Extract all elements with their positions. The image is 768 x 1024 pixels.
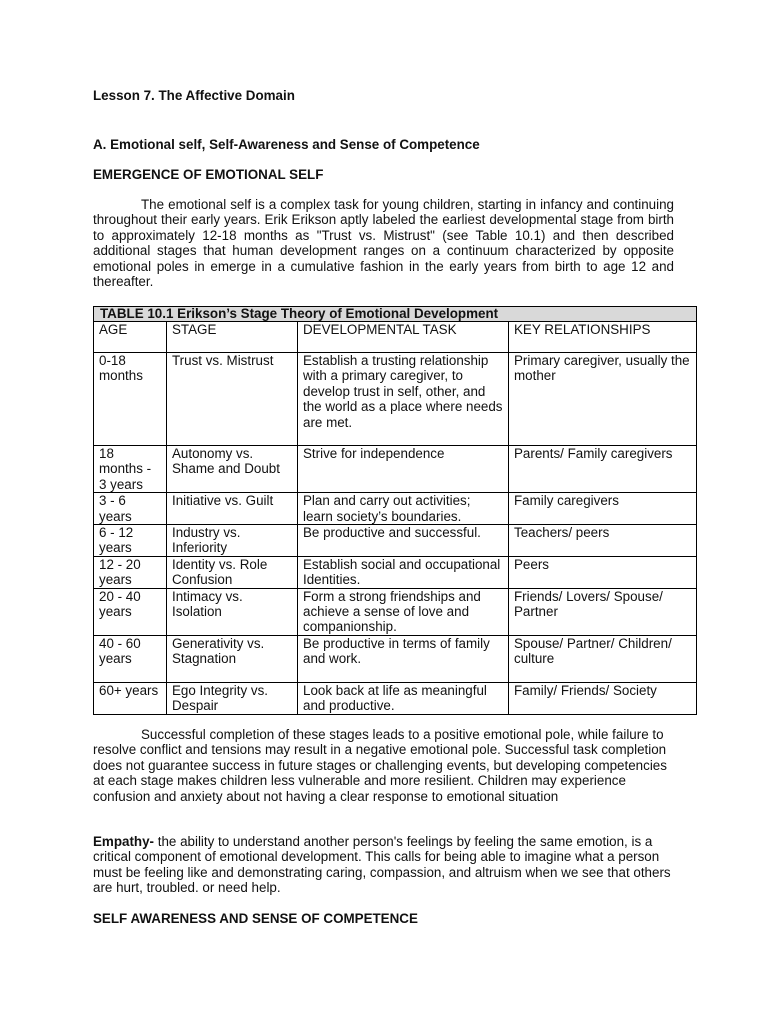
erikson-stage-table	[93, 306, 697, 715]
table-header-row	[94, 322, 697, 353]
cell-task: Strive for independence	[298, 446, 509, 493]
table-row	[94, 493, 697, 525]
cell-stage: Generativity vs. Stagnation	[167, 635, 298, 682]
table-row	[94, 635, 697, 682]
cell-stage: Initiative vs. Guilt	[167, 493, 298, 525]
cell-age: 60+ years	[94, 682, 167, 714]
cell-stage: Autonomy vs. Shame and Doubt	[167, 446, 298, 493]
empathy-paragraph	[93, 834, 674, 896]
header-age: AGE	[94, 322, 167, 353]
table-row	[94, 446, 697, 493]
cell-age: 6 - 12 years	[94, 525, 167, 557]
header-stage: STAGE	[167, 322, 298, 353]
cell-task: Form a strong friendships and achieve a sense of love and companionship.	[298, 588, 509, 635]
completion-paragraph: Successful completion of these stages leads to a positive emotional pole, while failure to resolve conflict and tensions may result in a negative emotional pole. Successful task completion does not guarantee success in future stages or challenging events, but developing competencies at each stage makes children less vulnerable and more resilient. Children may experience confusion and anxiety about not having a clear response to emotional situation	[93, 727, 667, 804]
section-a-title: A. Emotional self, Self-Awareness and Sense of Competence	[93, 137, 480, 152]
table-row	[94, 682, 697, 714]
lesson-title: Lesson 7. The Affective Domain	[93, 88, 295, 103]
cell-age: 3 - 6 years	[94, 493, 167, 525]
intro-paragraph: The emotional self is a complex task for young children, starting in infancy and continuing throughout their early years. Erik Erikson aptly labeled the earliest developmental stage from birth to approximately 12-18 months as "Trust vs. Mistrust" (see Table 10.1) and then described additional stages that human development ranges on a continuum characterized by opposite emotional poles in emerge in a cumulative fashion in the early years from birth to age 12 and thereafter.	[93, 197, 674, 290]
cell-task: Establish social and occupational Identities.	[298, 556, 509, 588]
header-task: DEVELOPMENTAL TASK	[298, 322, 509, 353]
cell-stage: Industry vs. Inferiority	[167, 525, 298, 557]
emergence-heading: EMERGENCE OF EMOTIONAL SELF	[93, 167, 324, 182]
cell-age: 0-18 months	[94, 353, 167, 446]
cell-stage: Identity vs. Role Confusion	[167, 556, 298, 588]
header-relationships: KEY RELATIONSHIPS	[509, 322, 697, 353]
cell-relationships: Parents/ Family caregivers	[509, 446, 697, 493]
cell-age: 20 - 40 years	[94, 588, 167, 635]
cell-task: Be productive in terms of family and work.	[298, 635, 509, 682]
cell-relationships: Friends/ Lovers/ Spouse/ Partner	[509, 588, 697, 635]
table-title: TABLE 10.1 Erikson’s Stage Theory of Emotional Development	[94, 307, 697, 322]
cell-stage: Ego Integrity vs. Despair	[167, 682, 298, 714]
cell-task: Plan and carry out activities; learn society’s boundaries.	[298, 493, 509, 525]
cell-stage: Intimacy vs. Isolation	[167, 588, 298, 635]
cell-task: Be productive and successful.	[298, 525, 509, 557]
table-title-row	[94, 307, 697, 322]
cell-stage: Trust vs. Mistrust	[167, 353, 298, 446]
cell-age: 40 - 60 years	[94, 635, 167, 682]
cell-task: Look back at life as meaningful and productive.	[298, 682, 509, 714]
table-row	[94, 556, 697, 588]
cell-age: 18 months - 3 years	[94, 446, 167, 493]
cell-relationships: Peers	[509, 556, 697, 588]
table-row	[94, 353, 697, 446]
empathy-term: Empathy-	[93, 834, 155, 849]
cell-relationships: Spouse/ Partner/ Children/ culture	[509, 635, 697, 682]
cell-relationships: Primary caregiver, usually the mother	[509, 353, 697, 446]
table-row	[94, 525, 697, 557]
cell-task: Establish a trusting relationship with a primary caregiver, to develop trust in self, other, and the world as a place where needs are met.	[298, 353, 509, 446]
cell-age: 12 - 20 years	[94, 556, 167, 588]
cell-relationships: Family caregivers	[509, 493, 697, 525]
cell-relationships: Teachers/ peers	[509, 525, 697, 557]
self-awareness-heading: SELF AWARENESS AND SENSE OF COMPETENCE	[93, 911, 418, 926]
table-row	[94, 588, 697, 635]
empathy-definition: the ability to understand another person's feelings by feeling the same emotion, is a critical component of emotional development. This calls for being able to imagine what a person must be feeling like and demonstrating caring, compassion, and altruism when we see that others are hurt, troubled. or need help.	[93, 834, 671, 896]
cell-relationships: Family/ Friends/ Society	[509, 682, 697, 714]
